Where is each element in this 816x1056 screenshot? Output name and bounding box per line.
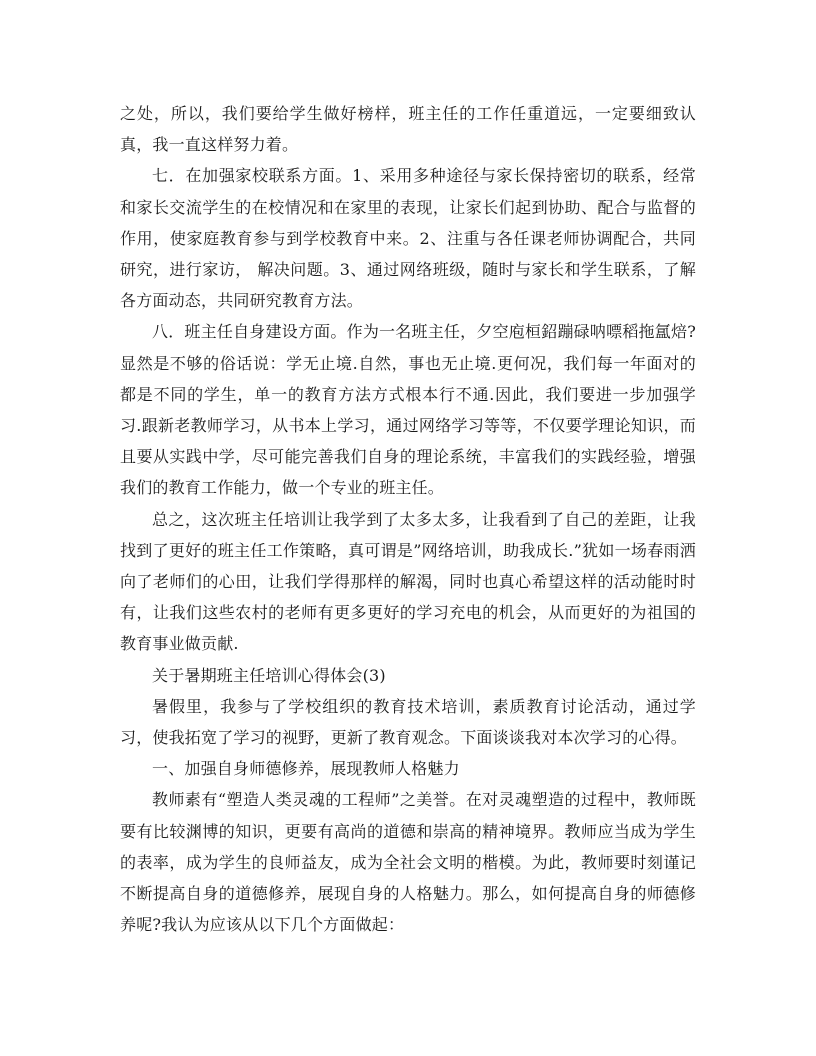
section-title: 关于暑期班主任培训心得体会(3) bbox=[152, 665, 386, 685]
subsection-heading: 一、加强自身师德修养，展现教师人格魅力 bbox=[152, 759, 460, 779]
paragraph-summer-training: 暑假里，我参与了学校组织的教育技术培训，素质教育讨论活动，通过学习，使我拓宽了学习的视野，更新了教育观念。下面谈谈我对本次学习的心得。 bbox=[120, 696, 696, 748]
document-body bbox=[120, 98, 696, 940]
paragraph-continuation: 之处，所以，我们要给学生做好榜样，班主任的工作任重道远，一定要细致认真，我一直这样努力着。 bbox=[120, 104, 696, 155]
paragraph-home-school-contact: 七．在加强家校联系方面。1、采用多种途径与家长保持密切的联系，经常和家长交流学生的在校情况和在家里的表现，让家长们起到协助、配合与监督的作用，使家庭教育参与到学校教育中来。2、注重与各任课老师协调配合，共同研究，进行家访， 解决问题。3、通过网络班级，随时与家长和学生联系，了解各方面动态，共同研究教育方法。 bbox=[120, 166, 696, 311]
paragraph-self-development: 八．班主任自身建设方面。作为一名班主任，夕空庖桓鉊蹦碌呐嘌稻拖氲焙?显然是不够的俗话说：学无止境.自然，事也无止境.更何况，我们每一年面对的都是不同的学生，单一的教育方法方式根本行不通.因此，我们要进一步加强学习.跟新老教师学习，从书本上学习，通过网络学习等等，不仅要学理论知识，而且要从实践中学，尽可能完善我们自身的理论系统，丰富我们的实践经验，增强我们的教育工作能力，做一个专业的班主任。 bbox=[120, 322, 696, 498]
paragraph-conclusion: 总之，这次班主任培训让我学到了太多太多，让我看到了自己的差距，让我找到了更好的班主任工作策略，真可谓是”网络培训，助我成长.”犹如一场春雨洒向了老师们的心田，让我们学得那样的解渴，同时也真心希望这样的活动能时时有，让我们这些农村的老师有更多更好的学习充电的机会，从而更好的为祖国的教育事业做贡献. bbox=[120, 509, 696, 654]
paragraph-teacher-ethics: 教师素有“塑造人类灵魂的工程师”之美誉。在对灵魂塑造的过程中，教师既要有比较渊博的知识，更要有高尚的道德和崇高的精神境界。教师应当成为学生的表率，成为学生的良师益友，成为全社会文明的楷模。为此，教师要时刻谨记不断提高自身的道德修养，展现自身的人格魅力。那么，如何提高自身的师德修养呢?我认为应该从以下几个方面做起： bbox=[120, 790, 696, 935]
